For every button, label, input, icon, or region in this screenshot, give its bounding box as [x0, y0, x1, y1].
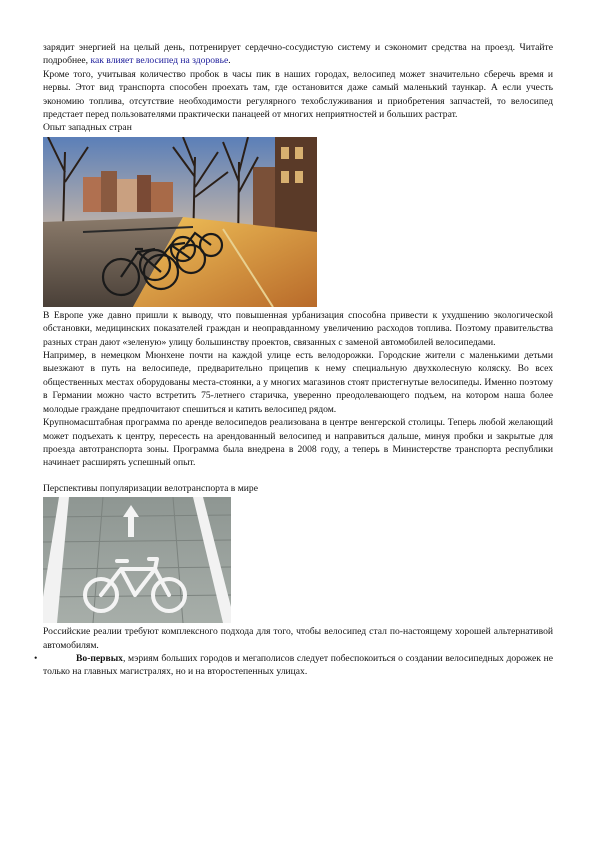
paragraph-traffic: Кроме того, учитывая количество пробок в часы пик в наших городах, велосипед может значительно сберечь время и нервы. Этот вид транспорта способен проехать там, где остановится даже самый маленький таункар. А если учесть экономию топлива, отсутствие необходимости регулярного техобслуживания и приобретения запчастей, то велосипед предстает перед пользователями практически панацеей от многих неприятностей и больших растрат.: [43, 68, 553, 121]
document-page: [34, 41, 553, 679]
bullet-rest: , мэриям больших городов и мегаполисов следует побеспокоиться о создании велосипедных дорожек не только на главных магистралях, но и на второстепенных улицах.: [43, 652, 553, 678]
spacer: [43, 470, 553, 482]
bullet-bold: Во-первых: [76, 652, 123, 664]
paragraph-russia: Российские реалии требуют комплексного подхода для того, чтобы велосипед стал по-настоящему хорошей альтернативой автомобилям.: [43, 626, 553, 651]
paragraph-munich: Например, в немецком Мюнхене почти на каждой улице есть велодорожки. Городские жители с маленькими детьми выезжают в путь на велосипеде, предварительно прицепив к нему специальную двухколесную коляску. Во всех общественных местах оборудованы места-стоянки, а у многих магазинов стоят пристегнутые велосипеды. Именно поэтому в Германии можно часто встретить 75-летнего старичка, уверенно преодолевающего подъем, на котором наша более молодые граждане предпочитают спешиться и катить велосипед рядом.: [43, 350, 553, 415]
heading-west: Опыт западных стран: [43, 122, 132, 134]
bullet-icon: •: [34, 652, 38, 664]
bullet-text: [43, 652, 553, 679]
health-link[interactable]: как влияет велосипед на здоровье: [90, 55, 229, 67]
paragraph-health-post: .: [228, 55, 231, 67]
bike-lane-photo: [43, 497, 231, 623]
paragraph-europe: В Европе уже давно пришли к выводу, что повышенная урбанизация способна привести к ухудшению экологической обстановки, медицинских показателей граждан и неоправданному увеличению расходов топлива. Поэтому правительства разных стран дают «зеленую» улицу большинству проектов, связанных с заменой автомобилей велосипедами.: [43, 309, 553, 348]
paragraph-budapest: Крупномасштабная программа по аренде велосипедов реализована в центре венгерской столицы. Теперь любой желающий может подъехать к центру, пересесть на арендованный велосипед и направиться дальше, минуя пробки и закрытые для проезда автотранспорта зоны. Программа была внедрена в 2008 году, а теперь в Министерстве транспорта республики начинает расширять успешный опыт.: [43, 417, 553, 469]
paragraph-health: [43, 41, 553, 68]
bullet-item-first: [34, 652, 553, 679]
paragraph-health-pre: зарядит энергией на целый день, потренирует сердечно-сосудистую систему и сэкономит средства на проезд. Читайте подробнее,: [43, 42, 553, 67]
heading-world: Перспективы популяризации велотранспорта в мире: [43, 482, 258, 494]
canal-bicycles-photo: [43, 137, 317, 307]
